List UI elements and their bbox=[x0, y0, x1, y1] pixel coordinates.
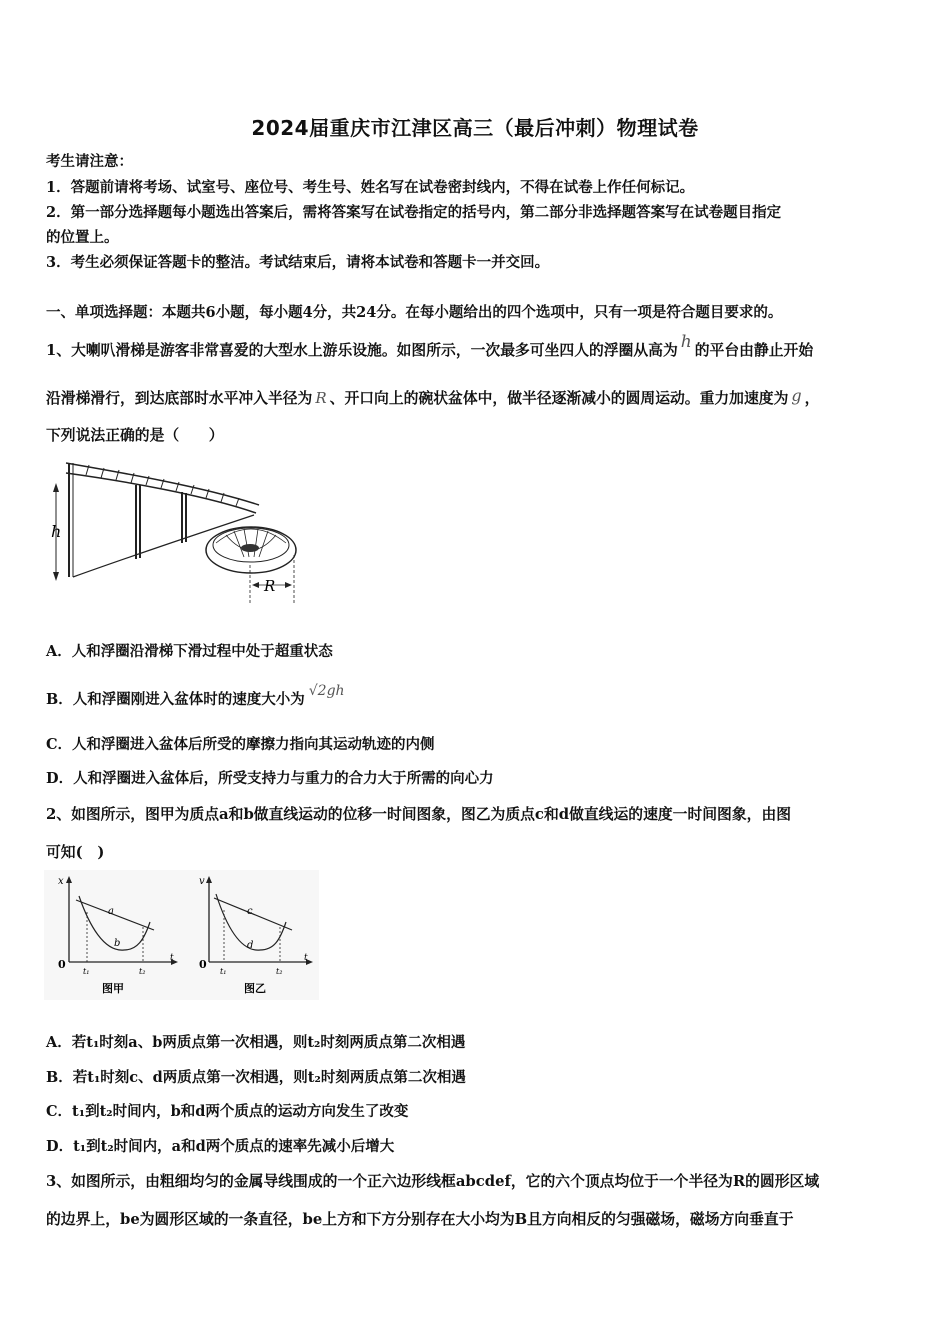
q1-text-2a: 沿滑梯滑行，到达底部时水平冲入半径为 bbox=[46, 390, 313, 407]
graph-jia-ylabel: x bbox=[58, 876, 64, 887]
notice-2: 2．第一部分选择题每小题选出答案后，需将答案写在试卷指定的括号内，第二部分非选择题答案写在试卷题目指定 bbox=[46, 204, 782, 221]
q2-option-a: A．若t₁时刻a、b两质点第一次相遇，则t₂时刻两质点第二次相遇 bbox=[46, 1034, 466, 1051]
q2-option-d: D．t₁到t₂时间内，a和d两个质点的速率先减小后增大 bbox=[46, 1138, 395, 1155]
q1-text-2c: ， bbox=[804, 390, 820, 407]
notice-2-cont: 的位置上。 bbox=[46, 229, 119, 246]
q2-option-b: B．若t₁时刻c、d两质点第一次相遇，则t₂时刻两质点第二次相遇 bbox=[46, 1069, 466, 1086]
graph-jia-t2: t₂ bbox=[139, 967, 146, 976]
q1-symbol-R: R bbox=[315, 389, 327, 407]
q1-option-b-text: B．人和浮圈刚进入盆体时的速度大小为 bbox=[46, 691, 305, 708]
graph-jia-origin: 0 bbox=[58, 958, 66, 971]
q1-text-2b: 、开口向上的碗状盆体中，做半径逐渐减小的圆周运动。重力加速度为 bbox=[329, 390, 789, 407]
graph-yi-caption: 图乙 bbox=[244, 982, 266, 995]
q1-option-b-expr: √2gh bbox=[308, 683, 345, 699]
notice-1: 1．答题前请将考场、试室号、座位号、考生号、姓名写在试卷密封线内，不得在试卷上作任何标记。 bbox=[46, 179, 695, 196]
page-title: 2024届重庆市江津区高三（最后冲刺）物理试卷 bbox=[251, 116, 699, 140]
q2-line-2: 可知( ) bbox=[46, 844, 105, 861]
fig1-label-h: h bbox=[51, 522, 62, 541]
graph-yi-origin: 0 bbox=[199, 958, 207, 971]
graph-jia-t1: t₁ bbox=[83, 967, 90, 976]
fig1-label-R: R bbox=[264, 577, 276, 595]
graph-yi-t: t bbox=[304, 953, 308, 963]
graph-jia-label-a: a bbox=[108, 906, 114, 917]
q2-option-c: C．t₁到t₂时间内，b和d两个质点的运动方向发生了改变 bbox=[46, 1103, 409, 1120]
graph-yi-label-d: d bbox=[247, 940, 254, 951]
section-heading: 一、单项选择题：本题共6小题，每小题4分，共24分。在每小题给出的四个选项中，只有一项是符合题目要求的。 bbox=[46, 304, 783, 321]
notice-heading: 考生请注意： bbox=[46, 153, 133, 170]
graph-yi-t1: t₁ bbox=[220, 967, 227, 976]
q1-option-a: A．人和浮圈沿滑梯下滑过程中处于超重状态 bbox=[46, 643, 333, 660]
q1-line-1 bbox=[46, 332, 916, 361]
notice-3: 3．考生必须保证答题卡的整洁。考试结束后，请将本试卷和答题卡一并交回。 bbox=[46, 254, 550, 271]
q1-text-1b: 的平台由静止开始 bbox=[694, 342, 814, 359]
q2-graphs bbox=[44, 870, 319, 1000]
q1-symbol-h: h bbox=[680, 332, 692, 352]
q1-option-c: C．人和浮圈进入盆体后所受的摩擦力指向其运动轨迹的内侧 bbox=[46, 736, 435, 753]
q1-line-3: 下列说法正确的是（ ） bbox=[46, 427, 224, 444]
q1-line-2 bbox=[46, 388, 916, 409]
q3-line-1: 3、如图所示，由粗细均匀的金属导线围成的一个正六边形线框abcdef，它的六个顶点均位于一个半径为R的圆形区域 bbox=[46, 1173, 820, 1190]
graph-yi-ylabel: v bbox=[199, 876, 205, 887]
slide-diagram bbox=[44, 455, 304, 605]
graph-yi-t2: t₂ bbox=[276, 967, 283, 976]
q1-text-1a: 1、大喇叭滑梯是游客非常喜爱的大型水上游乐设施。如图所示，一次最多可坐四人的浮圈从高为 bbox=[46, 342, 678, 359]
graph-yi-label-c: c bbox=[247, 906, 253, 917]
q3-line-2: 的边界上，be为圆形区域的一条直径，be上方和下方分别存在大小均为B且方向相反的匀强磁场，磁场方向垂直于 bbox=[46, 1211, 794, 1228]
graph-jia-label-b: b bbox=[114, 938, 121, 949]
q1-option-d: D．人和浮圈进入盆体后，所受支持力与重力的合力大于所需的向心力 bbox=[46, 770, 494, 787]
q1-symbol-g: g bbox=[791, 386, 802, 405]
graph-jia-caption: 图甲 bbox=[102, 982, 124, 995]
graph-jia-t: t bbox=[170, 953, 174, 963]
q2-line-1: 2、如图所示，图甲为质点a和b做直线运动的位移一时间图象，图乙为质点c和d做直线运的速度一时间图象，由图 bbox=[46, 806, 792, 823]
q1-option-b bbox=[46, 683, 916, 710]
